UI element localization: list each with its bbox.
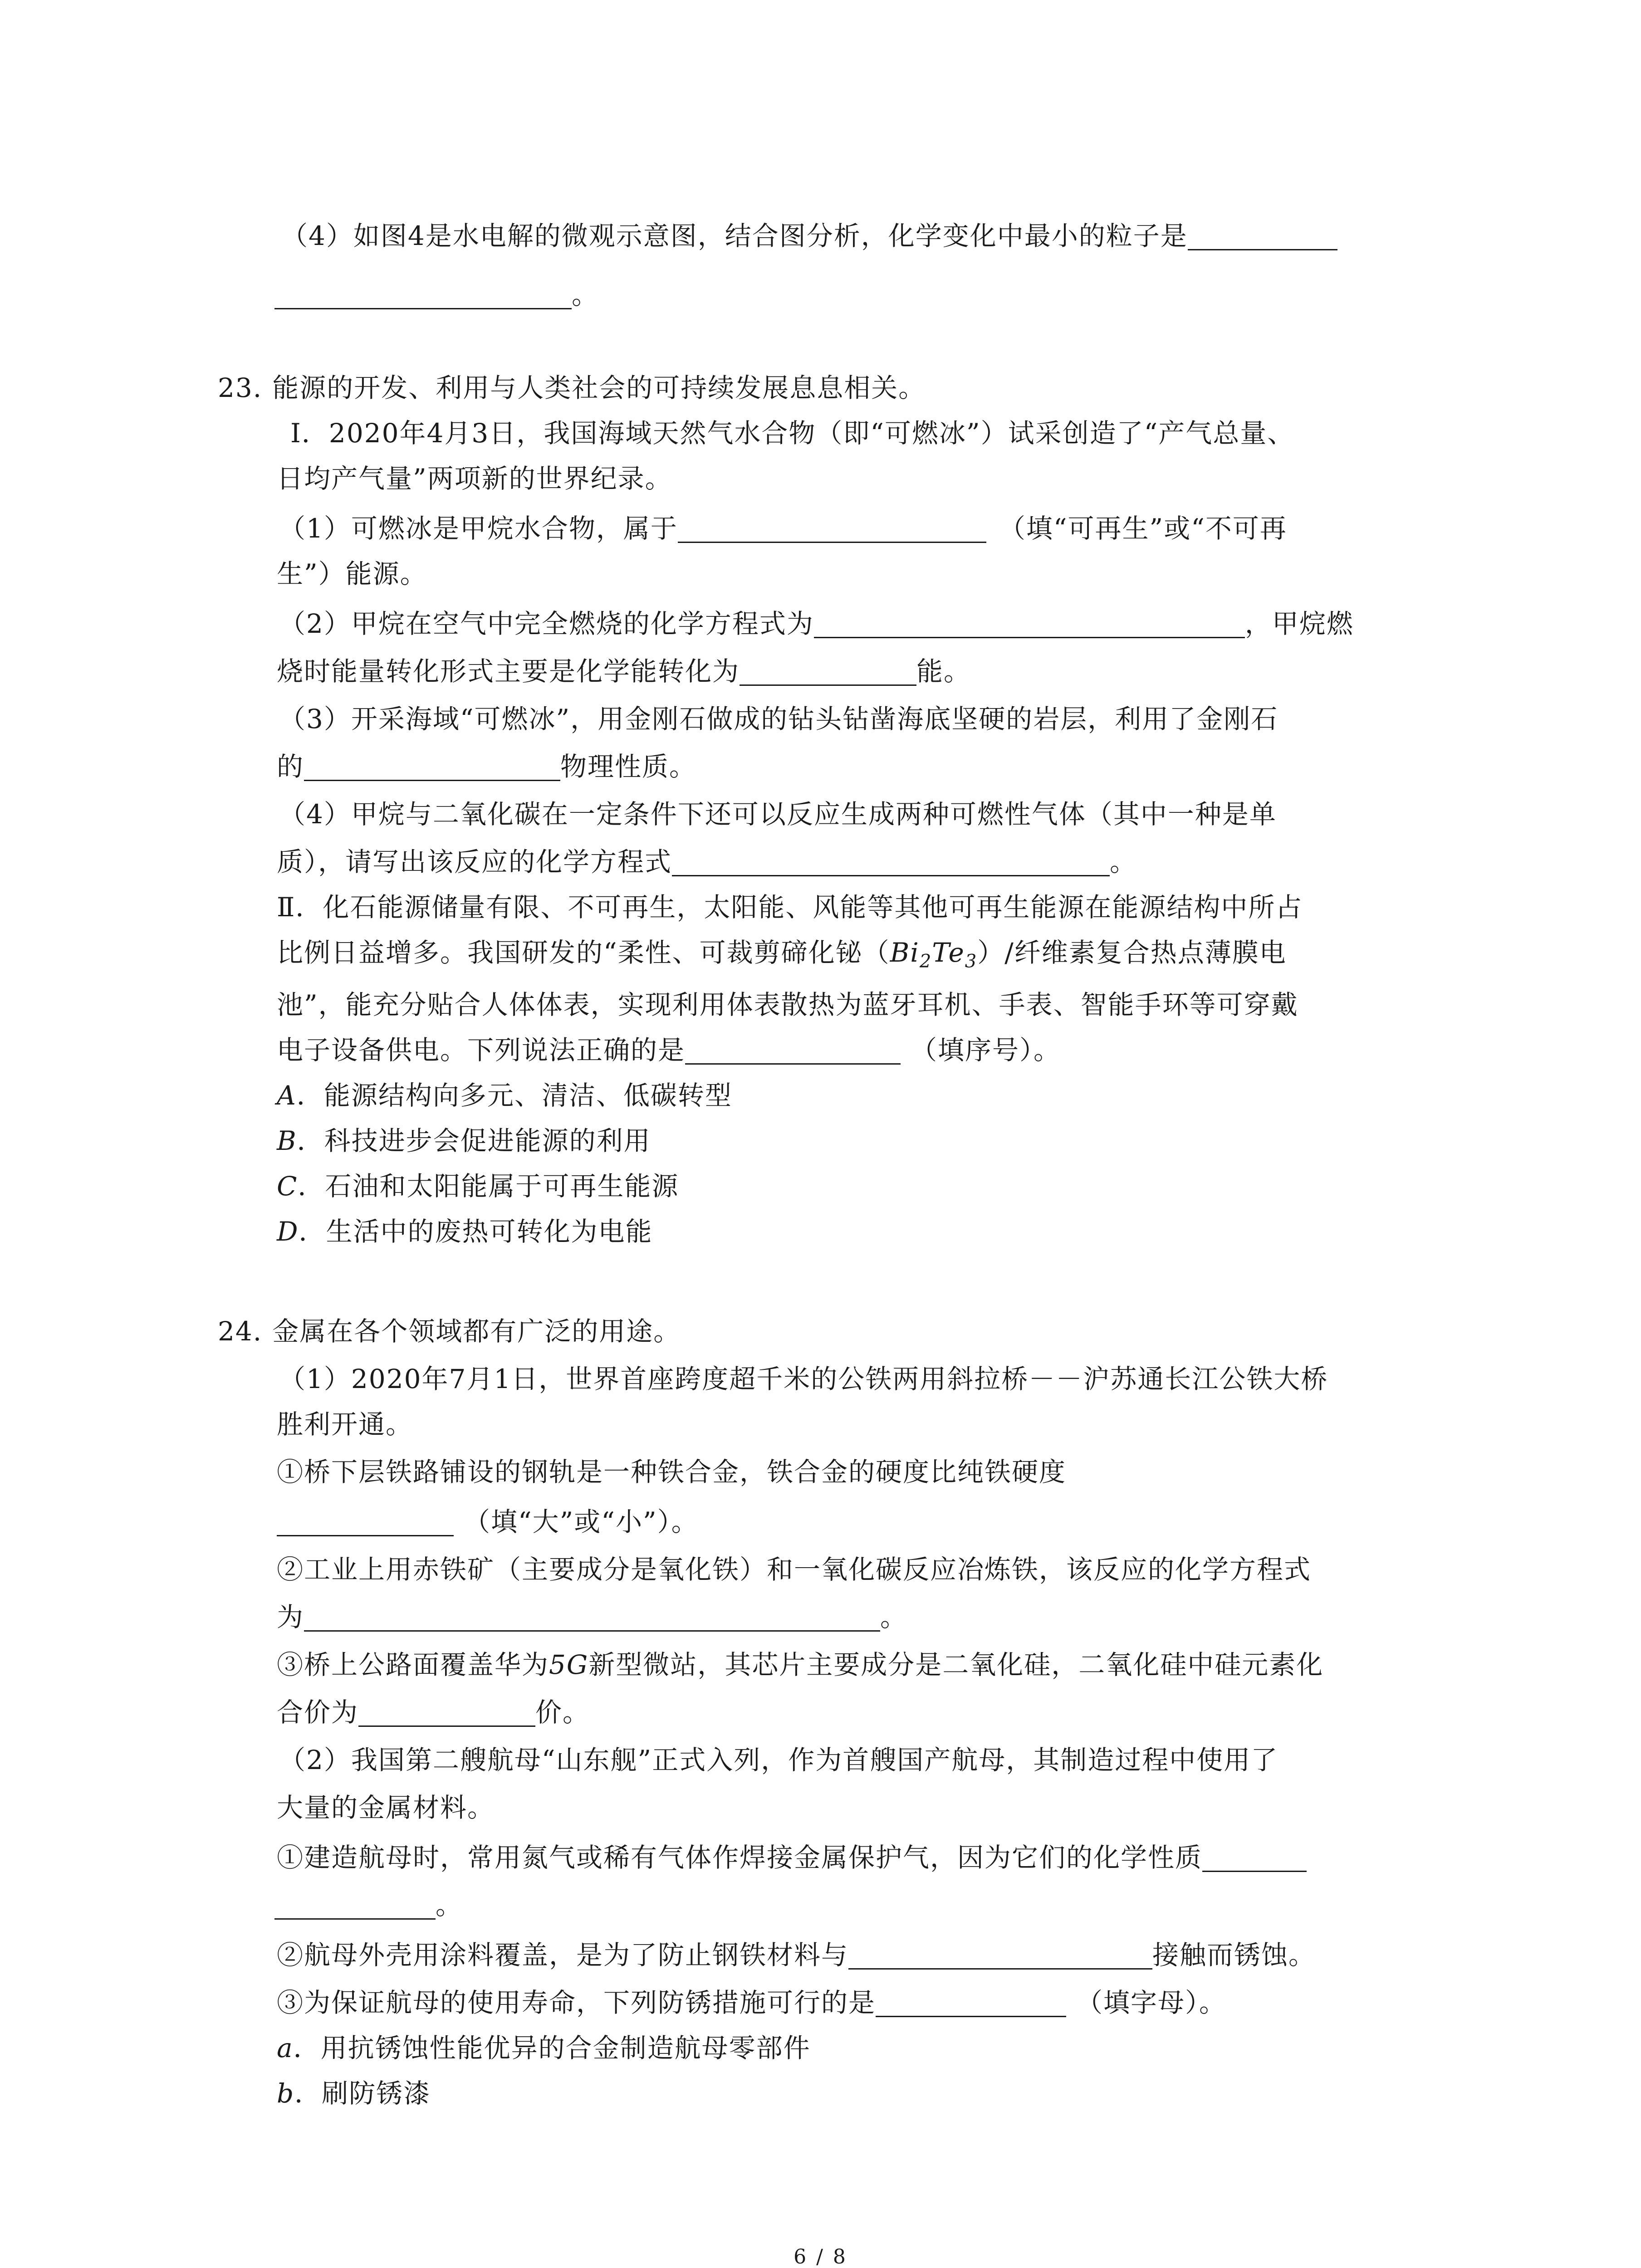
- q23-q2-text2: 烧时能量转化形式主要是化学能转化为: [277, 656, 740, 687]
- q23-q3-text2: 的: [277, 751, 304, 782]
- q24-c3-end: 价。: [535, 1697, 590, 1728]
- page-number: 6 / 8: [794, 2245, 847, 2268]
- q23-option-d: [277, 1213, 653, 1250]
- q24-c3-text-b: 新型微站，其芯片主要成分是二氧化硅，二氧化硅中硅元素化: [588, 1649, 1324, 1680]
- q24-d1-line1: [277, 1839, 1307, 1876]
- q24-c3-line1: [277, 1647, 1323, 1683]
- q24-c3-text: ③桥上公路面覆盖华为: [277, 1649, 549, 1680]
- q23-option-a: [277, 1077, 732, 1114]
- q23-part2-line1: Ⅱ．化石能源储量有限、不可再生，太阳能、风能等其他可再生能源在能源结构中所占: [277, 892, 1303, 923]
- q24-d1-line2: [274, 1887, 463, 1923]
- answer-blank[interactable]: [876, 1989, 1066, 2017]
- q23-part2-hint: （填序号）。: [911, 1035, 1061, 1066]
- q23-q2-end: 能。: [916, 656, 971, 687]
- q24-part1-line1: （1）2020年7月1日，世界首座跨度超千米的公铁两用斜拉桥－－沪苏通长江公铁大桥: [279, 1364, 1328, 1394]
- option-letter: D: [277, 1216, 299, 1247]
- q24-c2-end: 。: [880, 1602, 908, 1633]
- answer-blank[interactable]: [685, 1036, 901, 1065]
- q23-number: 23.: [218, 372, 263, 403]
- q24-d3-line: [277, 1984, 1226, 2021]
- q24-part2-line2: 大量的金属材料。: [277, 1792, 495, 1823]
- answer-blank[interactable]: [1188, 222, 1337, 250]
- q24-option-a: [277, 2030, 811, 2066]
- q24-stem: 金属在各个领域都有广泛的用途。: [272, 1316, 681, 1347]
- formula-sub-2: 2: [919, 951, 932, 972]
- q24-part1-line2: 胜利开通。: [277, 1409, 413, 1440]
- q23-q1-hint: （填“可再生”或“不可再: [999, 513, 1287, 544]
- q23-q4-line2: [277, 844, 1137, 880]
- q22-part4-end: 。: [572, 279, 599, 310]
- q23-q1-text: （1）可燃冰是甲烷水合物，属于: [279, 513, 678, 544]
- q23-q2-line1: [279, 606, 1354, 642]
- answer-blank[interactable]: [277, 1508, 454, 1536]
- answer-blank[interactable]: [672, 848, 1110, 876]
- q23-part2-text-b: ）/纤维素复合热点薄膜电: [977, 937, 1287, 968]
- option-letter: b: [277, 2078, 295, 2109]
- q24-d2-text: ②航母外壳用涂料覆盖，是为了防止钢铁材料与: [277, 1940, 849, 1970]
- formula-sub-3: 3: [965, 951, 978, 972]
- q23-q3-line1: （3）开采海域“可燃冰”，用金刚石做成的钻头钻凿海底坚硬的岩层，利用了金刚石: [279, 704, 1279, 734]
- q24-d2-end: 接触而锈蚀。: [1152, 1940, 1316, 1970]
- q23-part2-text: 比例日益增多。我国研发的“柔性、可裁剪碲化铋（: [277, 937, 890, 968]
- q23-q3-line2: [277, 748, 696, 785]
- q23-option-b: [277, 1123, 651, 1159]
- q24-d3-text: ③为保证航母的使用寿命，下列防锈措施可行的是: [277, 1987, 876, 2018]
- q23-stem-line: [218, 370, 926, 406]
- q24-d3-hint: （填字母）。: [1076, 1987, 1227, 2018]
- option-text: ．科技进步会促进能源的利用: [297, 1125, 651, 1156]
- answer-blank[interactable]: [848, 1941, 1152, 1970]
- q24-c3-line2: [277, 1694, 590, 1730]
- option-letter: C: [277, 1171, 298, 1202]
- q23-part1-line2: 日均产气量”两项新的世界纪录。: [277, 463, 672, 494]
- q24-c1-line2: [277, 1504, 699, 1540]
- q24-c2-line1: ②工业上用赤铁矿（主要成分是氧化铁）和一氧化碳反应冶炼铁，该反应的化学方程式: [277, 1554, 1312, 1585]
- option-text: ．用抗锈蚀性能优异的合金制造航母零部件: [293, 2033, 811, 2063]
- option-text: ．石油和太阳能属于可再生能源: [298, 1171, 679, 1202]
- chemical-formula: [890, 937, 978, 972]
- q24-d2-line: [277, 1937, 1316, 1973]
- q23-q3-end: 物理性质。: [560, 751, 697, 782]
- option-text: ．刷防锈漆: [294, 2078, 431, 2109]
- q23-q1-line1: [279, 510, 1287, 547]
- q22-part4-text: （4）如图4是水电解的微观示意图，结合图分析，化学变化中最小的粒子是: [281, 220, 1188, 251]
- q24-d1-end: 。: [436, 1890, 463, 1921]
- q23-q4-line1: （4）甲烷与二氧化碳在一定条件下还可以反应生成两种可燃性气体（其中一种是单: [279, 799, 1277, 830]
- q24-c2-text2: 为: [277, 1602, 304, 1633]
- option-text: ．生活中的废热可转化为电能: [299, 1216, 653, 1247]
- q24-c1-line1: ①桥下层铁路铺设的钢轨是一种铁合金，铁合金的硬度比纯铁硬度: [277, 1457, 1067, 1487]
- q23-q4-text2: 质），请写出该反应的化学方程式: [277, 846, 672, 877]
- q23-q2-text: （2）甲烷在空气中完全燃烧的化学方程式为: [279, 608, 814, 639]
- option-letter: A: [277, 1080, 297, 1111]
- answer-blank[interactable]: [678, 514, 986, 543]
- q23-part2-text4: 电子设备供电。下列说法正确的是: [277, 1035, 686, 1066]
- q24-c2-line2: [277, 1599, 907, 1635]
- q24-c3-5g: 5G: [549, 1649, 589, 1680]
- formula-te: Te: [932, 937, 965, 968]
- option-letter: a: [277, 2033, 294, 2063]
- answer-blank[interactable]: [304, 1603, 880, 1632]
- q23-stem: 能源的开发、利用与人类社会的可持续发展息息相关。: [272, 372, 926, 403]
- answer-blank[interactable]: [274, 1891, 436, 1920]
- answer-blank[interactable]: [814, 610, 1245, 638]
- q23-option-c: [277, 1168, 679, 1204]
- q24-c1-hint: （填“大”或“小”）。: [464, 1506, 699, 1537]
- answer-blank[interactable]: [358, 1698, 535, 1727]
- q24-stem-line: [218, 1313, 681, 1349]
- answer-blank[interactable]: [740, 657, 916, 686]
- q23-part2-line4: [277, 1032, 1061, 1068]
- q24-number: 24.: [218, 1316, 263, 1347]
- q23-q2-line2: [277, 653, 971, 689]
- q23-part2-line3: 池”，能充分贴合人体体表，实现利用体表散热为蓝牙耳机、手表、智能手环等可穿戴: [277, 989, 1298, 1020]
- q23-q4-end: 。: [1110, 846, 1137, 877]
- q23-q1-line2: 生”）能源。: [277, 558, 427, 589]
- q22-part4-line1: [281, 218, 1337, 254]
- q22-part4-line2: [274, 277, 599, 313]
- q23-part1-line1: Ⅰ．2020年4月3日，我国海域天然气水合物（即“可燃冰”）试采创造了“产气总量、: [290, 418, 1295, 449]
- q23-q2-cont: ，甲烷燃: [1244, 608, 1354, 639]
- answer-blank[interactable]: [274, 281, 572, 309]
- answer-blank[interactable]: [1202, 1843, 1307, 1872]
- option-text: ．能源结构向多元、清洁、低碳转型: [296, 1080, 732, 1111]
- q24-d1-text: ①建造航母时，常用氮气或稀有气体作焊接金属保护气，因为它们的化学性质: [277, 1842, 1203, 1873]
- option-letter: B: [277, 1125, 297, 1156]
- formula-bi: Bi: [890, 937, 920, 968]
- answer-blank[interactable]: [304, 753, 560, 781]
- q24-option-b: [277, 2075, 431, 2112]
- q23-part2-line2: [277, 934, 1287, 980]
- q24-part2-line1: （2）我国第二艘航母“山东舰”正式入列，作为首艘国产航母，其制造过程中使用了: [279, 1745, 1279, 1775]
- q24-c3-text2: 合价为: [277, 1697, 359, 1728]
